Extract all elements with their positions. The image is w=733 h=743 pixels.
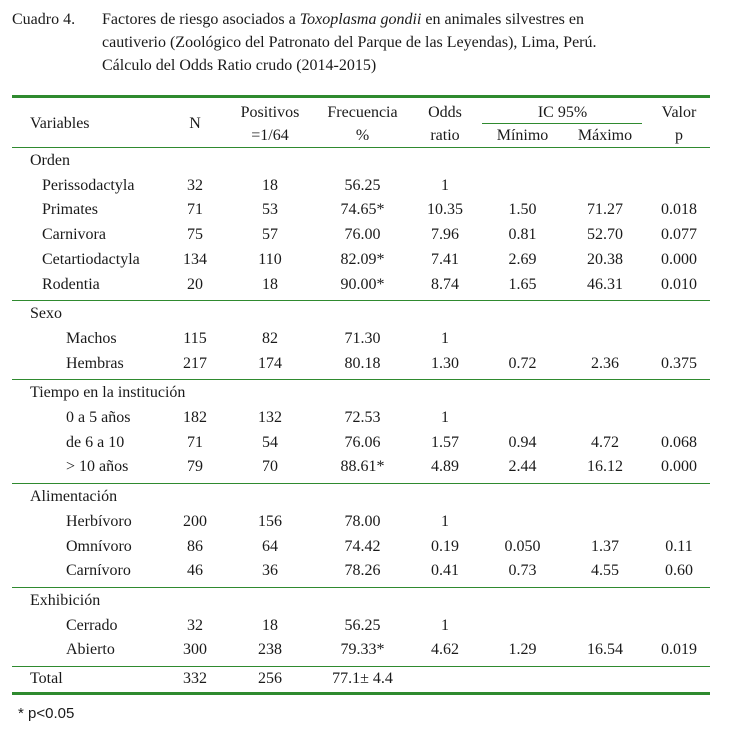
cell-max: 2.36 [591, 354, 619, 372]
cell-max: 46.31 [587, 275, 623, 293]
cell-min: 0.050 [504, 537, 541, 555]
cell-p: 0.375 [661, 354, 697, 372]
caption-label: Cuadro 4. [12, 11, 76, 28]
row-label: Machos [66, 329, 117, 347]
header-valor-2: p [675, 127, 683, 144]
cell-max: 4.72 [591, 433, 619, 451]
cell-or: 7.96 [431, 226, 459, 244]
cell-min: 0.94 [508, 433, 537, 451]
header-frecuencia-2: % [355, 127, 370, 144]
cell-n: 20 [187, 275, 203, 293]
cell-max: 1.37 [591, 537, 619, 555]
cell-or: 7.41 [431, 250, 459, 268]
cell-pos: 18 [262, 275, 278, 293]
cell-freq: 78.26 [344, 562, 381, 580]
cell-min: 2.69 [508, 250, 537, 268]
row-label: Cerrado [66, 616, 118, 634]
cell-freq: 74.42 [344, 537, 381, 555]
cell-n: 217 [183, 354, 207, 372]
cell-n: 71 [187, 201, 203, 219]
group-separator [12, 300, 710, 301]
header-odds-1: Odds [428, 104, 462, 121]
cell-n: 32 [187, 616, 203, 634]
cell-or: 0.41 [431, 562, 459, 580]
cell-p: 0.000 [661, 250, 697, 268]
cell-freq: 80.18 [344, 354, 381, 372]
total-frecuencia: 77.1± 4.4 [332, 670, 393, 687]
cell-p: 0.000 [661, 458, 697, 476]
row-label: Carnívoro [66, 562, 131, 580]
species-name: Toxoplasma gondii [299, 11, 422, 28]
cell-n: 182 [183, 409, 207, 426]
cell-max: 4.55 [591, 562, 619, 580]
cell-freq: 88.61* [340, 458, 385, 476]
cell-or: 1.57 [431, 433, 459, 451]
row-label: Perissodactyla [42, 176, 135, 194]
row-label: de 6 a 10 [66, 433, 125, 451]
group-heading: Orden [30, 152, 70, 169]
cell-freq: 71.30 [344, 329, 381, 347]
group-heading: Sexo [30, 305, 62, 323]
row-label: Omnívoro [66, 537, 132, 555]
cell-freq: 56.25 [344, 616, 381, 634]
cell-freq: 76.06 [344, 433, 381, 451]
cell-pos: 174 [258, 354, 282, 372]
cell-freq: 82.09* [340, 250, 385, 268]
row-label: Abierto [66, 641, 115, 659]
cell-n: 32 [187, 176, 203, 194]
footnote: * p<0.05 [18, 705, 75, 722]
cell-n: 300 [183, 641, 207, 659]
cell-pos: 36 [262, 562, 278, 580]
cell-or: 1 [441, 409, 449, 426]
cell-pos: 18 [262, 616, 278, 634]
caption-line-3: Cálculo del Odds Ratio crudo (2014-2015) [102, 57, 377, 74]
group-heading: Exhibición [30, 591, 101, 609]
cell-or: 1.30 [431, 354, 459, 372]
cell-or: 1 [441, 329, 449, 347]
cell-freq: 76.00 [344, 226, 381, 244]
header-ic95: IC 95% [537, 104, 588, 121]
cell-or: 8.74 [431, 275, 459, 293]
header-minimo: Mínimo [496, 127, 549, 144]
cell-p: 0.077 [661, 226, 697, 244]
row-label: Primates [42, 201, 98, 219]
group-separator [12, 483, 710, 484]
cell-n: 75 [187, 226, 203, 244]
row-label: Hembras [66, 354, 124, 372]
cell-max: 71.27 [587, 201, 623, 219]
cell-pos: 18 [262, 176, 278, 194]
cell-pos: 64 [262, 537, 278, 555]
row-label: > 10 años [66, 458, 129, 476]
header-maximo: Máximo [577, 127, 633, 144]
cell-p: 0.60 [665, 562, 693, 580]
total-rule [12, 666, 710, 667]
table-top-rule [12, 95, 710, 98]
cell-min: 2.44 [508, 458, 537, 476]
cell-or: 0.19 [431, 537, 459, 555]
cell-pos: 238 [258, 641, 282, 659]
header-frecuencia-1: Frecuencia [327, 104, 398, 121]
cell-max: 52.70 [587, 226, 623, 244]
cell-or: 1 [441, 512, 449, 530]
cell-max: 20.38 [587, 250, 623, 268]
cell-freq: 74.65* [340, 201, 385, 219]
cell-pos: 57 [262, 226, 278, 244]
row-label: Carnivora [42, 226, 106, 244]
cell-p: 0.010 [661, 275, 697, 293]
row-label: 0 a 5 años [66, 409, 131, 426]
cell-freq: 78.00 [344, 512, 381, 530]
cell-min: 1.29 [508, 641, 537, 659]
header-positivos-1: Positivos [240, 104, 300, 121]
group-heading: Alimentación [30, 488, 118, 506]
cell-max: 16.12 [587, 458, 623, 476]
header-valor-1: Valor [661, 104, 697, 121]
row-label: Herbívoro [66, 512, 132, 530]
cell-or: 4.89 [431, 458, 459, 476]
cell-min: 1.65 [508, 275, 537, 293]
cell-freq: 90.00* [340, 275, 385, 293]
cell-or: 4.62 [431, 641, 459, 659]
cell-or: 1 [441, 616, 449, 634]
caption-line-1: Factores de riesgo asociados a Toxoplasma gondii en animales silvestres en [102, 11, 584, 28]
row-label: Cetartiodactyla [42, 250, 140, 268]
cell-n: 115 [183, 329, 207, 347]
cell-pos: 132 [258, 409, 282, 426]
cell-p: 0.018 [661, 201, 697, 219]
cell-min: 0.73 [508, 562, 537, 580]
cell-n: 134 [183, 250, 207, 268]
table-caption [12, 8, 718, 77]
group-heading: Tiempo en la institución [30, 384, 186, 402]
cell-n: 46 [187, 562, 203, 580]
total-positivos: 256 [258, 670, 282, 687]
cell-min: 0.81 [508, 226, 537, 244]
caption-line-2: cautiverio (Zoológico del Patronato del Parque de las Leyendas), Lima, Perú. [102, 34, 597, 51]
cell-pos: 110 [258, 250, 282, 268]
cell-min: 0.72 [508, 354, 537, 372]
cell-min: 1.50 [508, 201, 537, 219]
total-n: 332 [183, 670, 207, 687]
header-n: N [189, 115, 201, 132]
cell-n: 79 [187, 458, 203, 476]
header-rule [12, 147, 710, 148]
cell-freq: 79.33* [340, 641, 385, 659]
header-odds-2: ratio [430, 127, 460, 144]
cell-p: 0.019 [661, 641, 697, 659]
group-separator [12, 587, 710, 588]
ic-underline [482, 123, 642, 124]
header-positivos-2: =1/64 [251, 127, 289, 144]
cell-n: 200 [183, 512, 207, 530]
header-variables: Variables [30, 115, 90, 132]
total-label: Total [30, 670, 63, 687]
cell-freq: 72.53 [344, 409, 381, 426]
cell-n: 86 [187, 537, 203, 555]
cell-pos: 54 [262, 433, 278, 451]
cell-max: 16.54 [587, 641, 623, 659]
cell-p: 0.11 [665, 537, 693, 555]
cell-or: 10.35 [427, 201, 463, 219]
cell-pos: 82 [262, 329, 278, 347]
cell-p: 0.068 [661, 433, 697, 451]
table-bottom-rule [12, 692, 710, 695]
cell-or: 1 [441, 176, 449, 194]
cell-freq: 56.25 [344, 176, 381, 194]
group-separator [12, 379, 710, 380]
row-label: Rodentia [42, 275, 100, 293]
cell-pos: 53 [262, 201, 278, 219]
cell-pos: 70 [262, 458, 278, 476]
cell-pos: 156 [258, 512, 282, 530]
cell-n: 71 [187, 433, 203, 451]
